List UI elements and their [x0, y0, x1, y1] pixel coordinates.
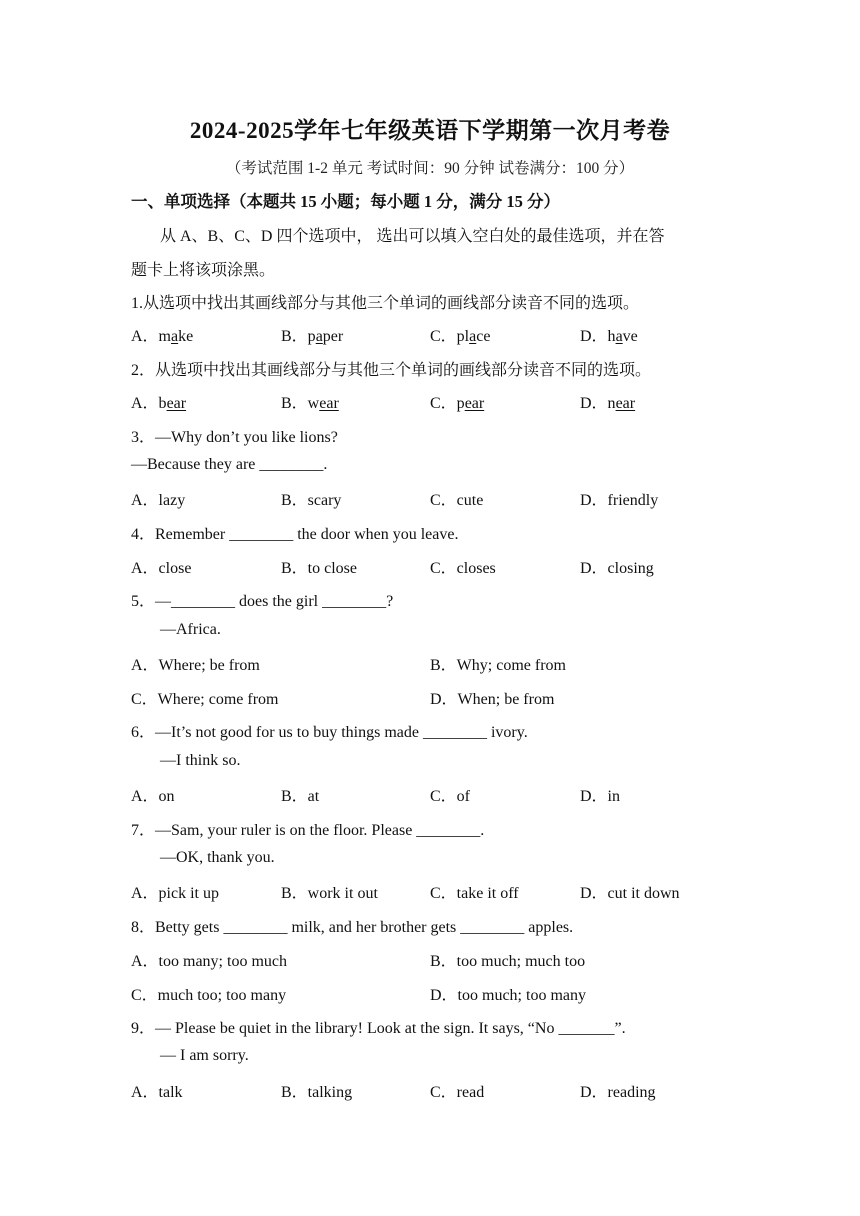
option-a: A．bear — [131, 395, 187, 412]
question-9-options — [131, 1079, 831, 1101]
option-d: D．too much; too many — [430, 987, 586, 1004]
question-3-stem: 3．—Why don’t you like lions? — [131, 429, 338, 446]
option-a: A．on — [131, 788, 175, 805]
section-heading: 一、单项选择（本题共 15 小题；每小题 1 分，满分 15 分） — [131, 192, 560, 211]
question-2-options — [131, 390, 831, 412]
option-c: C．closes — [430, 560, 496, 577]
option-d: D．friendly — [580, 492, 659, 509]
option-d: D．near — [580, 395, 636, 412]
option-b: B．at — [281, 788, 320, 805]
exam-info: （考试范围 1-2 单元 考试时间：90 分钟 试卷满分：100 分） — [225, 160, 635, 177]
question-5-options-row2 — [131, 686, 831, 708]
option-a: A．talk — [131, 1084, 183, 1101]
question-6-options — [131, 783, 831, 805]
option-c: C．take it off — [430, 885, 519, 902]
instruction-line: 题卡上将该项涂黑。 — [131, 262, 276, 279]
question-9-stem: 9．— Please be quiet in the library! Look at the sign. It says, “No _______”. — [131, 1020, 626, 1037]
option-a: A．too many; too much — [131, 953, 287, 970]
option-b: B．work it out — [281, 885, 378, 902]
option-a: A．pick it up — [131, 885, 219, 902]
question-2-stem: 2．从选项中找出其画线部分与其他三个单词的画线部分读音不同的选项。 — [131, 362, 652, 379]
option-c: C．pear — [430, 395, 485, 412]
question-7-stem: 7．—Sam, your ruler is on the floor. Please ________. — [131, 822, 485, 839]
question-7-options — [131, 880, 831, 902]
option-b: B．to close — [281, 560, 357, 577]
option-a: A．make — [131, 328, 194, 345]
option-b: B．Why; come from — [430, 657, 566, 674]
option-d: D．have — [580, 328, 638, 345]
question-3-options — [131, 487, 831, 509]
option-c: C．place — [430, 328, 491, 345]
question-6-stem: 6．—It’s not good for us to buy things made ________ ivory. — [131, 724, 528, 741]
option-a: A．close — [131, 560, 192, 577]
option-b: B．scary — [281, 492, 342, 509]
option-c: C．cute — [430, 492, 484, 509]
option-d: D．in — [580, 788, 621, 805]
question-6-reply: —I think so. — [160, 752, 241, 769]
option-c: C．read — [430, 1084, 485, 1101]
question-8-options-row2 — [131, 982, 831, 1004]
page-title: 2024-2025学年七年级英语下学期第一次月考卷 — [189, 118, 671, 143]
option-d: D．When; be from — [430, 691, 555, 708]
question-4-options — [131, 555, 831, 577]
question-7-reply: —OK, thank you. — [160, 849, 275, 866]
option-c: C．much too; too many — [131, 987, 287, 1004]
option-b: B．wear — [281, 395, 339, 412]
question-1-stem: 1.从选项中找出其画线部分与其他三个单词的画线部分读音不同的选项。 — [131, 295, 640, 312]
question-8-options-row1 — [131, 948, 831, 970]
option-c: C．Where; come from — [131, 691, 279, 708]
question-5-options-row1 — [131, 652, 831, 674]
instruction-line: 从 A、B、C、D 四个选项中， 选出可以填入空白处的最佳选项，并在答 — [160, 228, 665, 245]
question-3-reply: —Because they are ________. — [131, 456, 328, 473]
option-b: B．too much; much too — [430, 953, 586, 970]
option-b: B．talking — [281, 1084, 353, 1101]
question-1-options — [131, 323, 831, 345]
option-d: D．cut it down — [580, 885, 680, 902]
option-b: B．paper — [281, 328, 344, 345]
question-5-stem: 5．—________ does the girl ________? — [131, 593, 394, 610]
option-d: D．closing — [580, 560, 654, 577]
option-d: D．reading — [580, 1084, 656, 1101]
question-4-stem: 4．Remember ________ the door when you leave. — [131, 526, 459, 543]
option-a: A．Where; be from — [131, 657, 260, 674]
question-9-reply: — I am sorry. — [160, 1047, 249, 1064]
question-5-reply: —Africa. — [160, 621, 221, 638]
option-a: A．lazy — [131, 492, 186, 509]
option-c: C．of — [430, 788, 471, 805]
question-8-stem: 8．Betty gets ________ milk, and her brother gets ________ apples. — [131, 919, 574, 936]
